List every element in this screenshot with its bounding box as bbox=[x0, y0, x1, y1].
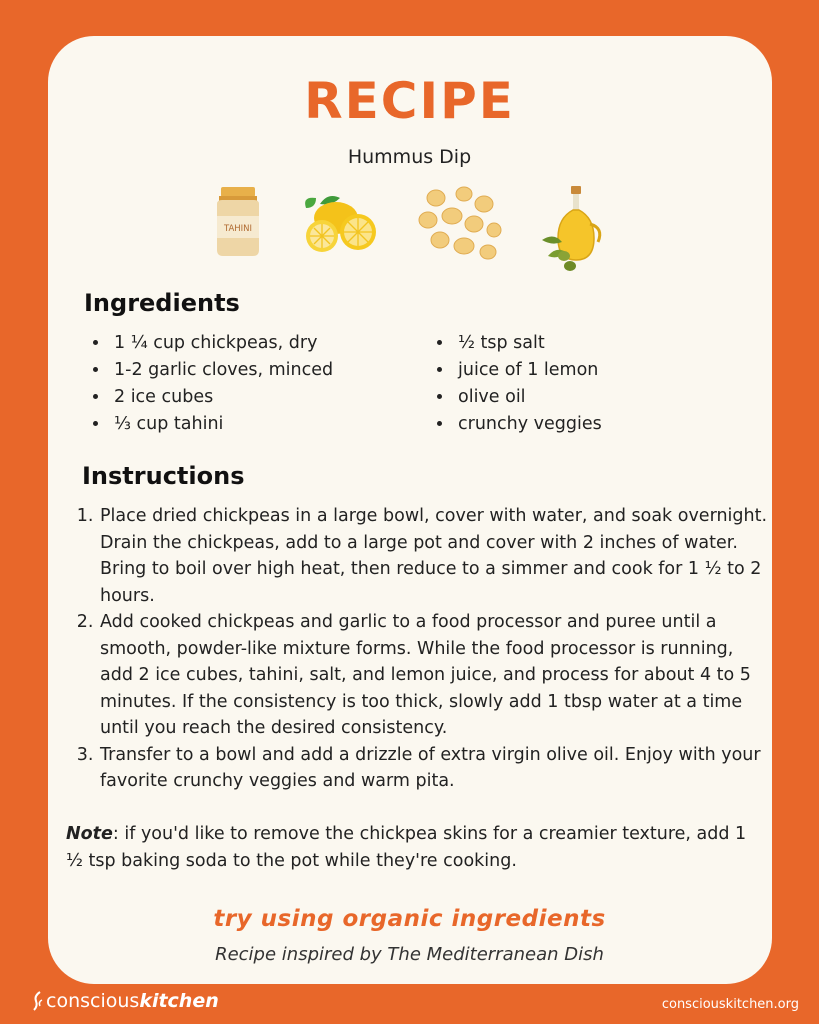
recipe-note bbox=[66, 821, 756, 875]
instruction-step: 3. Transfer to a bowl and add a drizzle of extra virgin olive oil. Enjoy with your favorite crunchy veggies and warm pita. bbox=[99, 742, 769, 795]
list-item: • ½ tsp salt bbox=[454, 330, 602, 357]
ingredients-heading: Ingredients bbox=[84, 289, 240, 317]
list-item: • olive oil bbox=[454, 384, 602, 411]
list-item: • ⅓ cup tahini bbox=[110, 411, 333, 438]
chickpeas-icon bbox=[418, 186, 502, 262]
brand-logo[interactable] bbox=[32, 990, 219, 1012]
recipe-name: Hummus Dip bbox=[347, 146, 472, 168]
list-item: • crunchy veggies bbox=[454, 411, 602, 438]
recipe-credit: Recipe inspired by The Mediterranean Dish bbox=[215, 944, 604, 965]
olive-oil-icon bbox=[540, 184, 610, 274]
website-link[interactable]: consciouskitchen.org bbox=[661, 997, 799, 1012]
instruction-step: 2. Add cooked chickpeas and garlic to a food processor and puree until a smooth, powder-like mixture forms. While the food processor is running, add 2 ice cubes, tahini, salt, and lemon juice, and process for about 4 to 5 minutes. If the consistency is too thick, slowly add 1 tbsp water at a time until you reach the desired consistency. bbox=[99, 609, 769, 742]
lemon-icon bbox=[298, 192, 382, 256]
note-label: Note bbox=[66, 824, 113, 844]
instructions-list bbox=[82, 503, 769, 795]
logo-text-kitchen: kitchen bbox=[139, 990, 219, 1012]
instruction-step: 1. Place dried chickpeas in a large bowl, cover with water, and soak overnight. Drain the chickpeas, add to a large pot and cover with 2 inches of water. Bring to boil over high heat, then reduce to a simmer and cook for 1 ½ to 2 hours. bbox=[99, 503, 769, 609]
instructions-heading: Instructions bbox=[82, 462, 245, 490]
note-text: : if you'd like to remove the chickpea skins for a creamier texture, add 1 ½ tsp baking soda to the pot while they're cooking. bbox=[66, 824, 747, 871]
logo-mark-icon bbox=[32, 990, 44, 1012]
ingredients-list-right bbox=[432, 330, 602, 438]
list-item: • 2 ice cubes bbox=[110, 384, 333, 411]
list-item: • 1 ¼ cup chickpeas, dry bbox=[110, 330, 333, 357]
tahini-jar-icon bbox=[212, 184, 264, 258]
list-item: • 1-2 garlic cloves, minced bbox=[110, 357, 333, 384]
tahini-label: TAHINI bbox=[223, 224, 253, 234]
logo-text-conscious: conscious bbox=[46, 990, 140, 1012]
ingredients-list-left bbox=[88, 330, 333, 438]
organic-tip: try using organic ingredients bbox=[213, 906, 606, 932]
list-item: • juice of 1 lemon bbox=[454, 357, 602, 384]
page-title: RECIPE bbox=[304, 72, 515, 130]
